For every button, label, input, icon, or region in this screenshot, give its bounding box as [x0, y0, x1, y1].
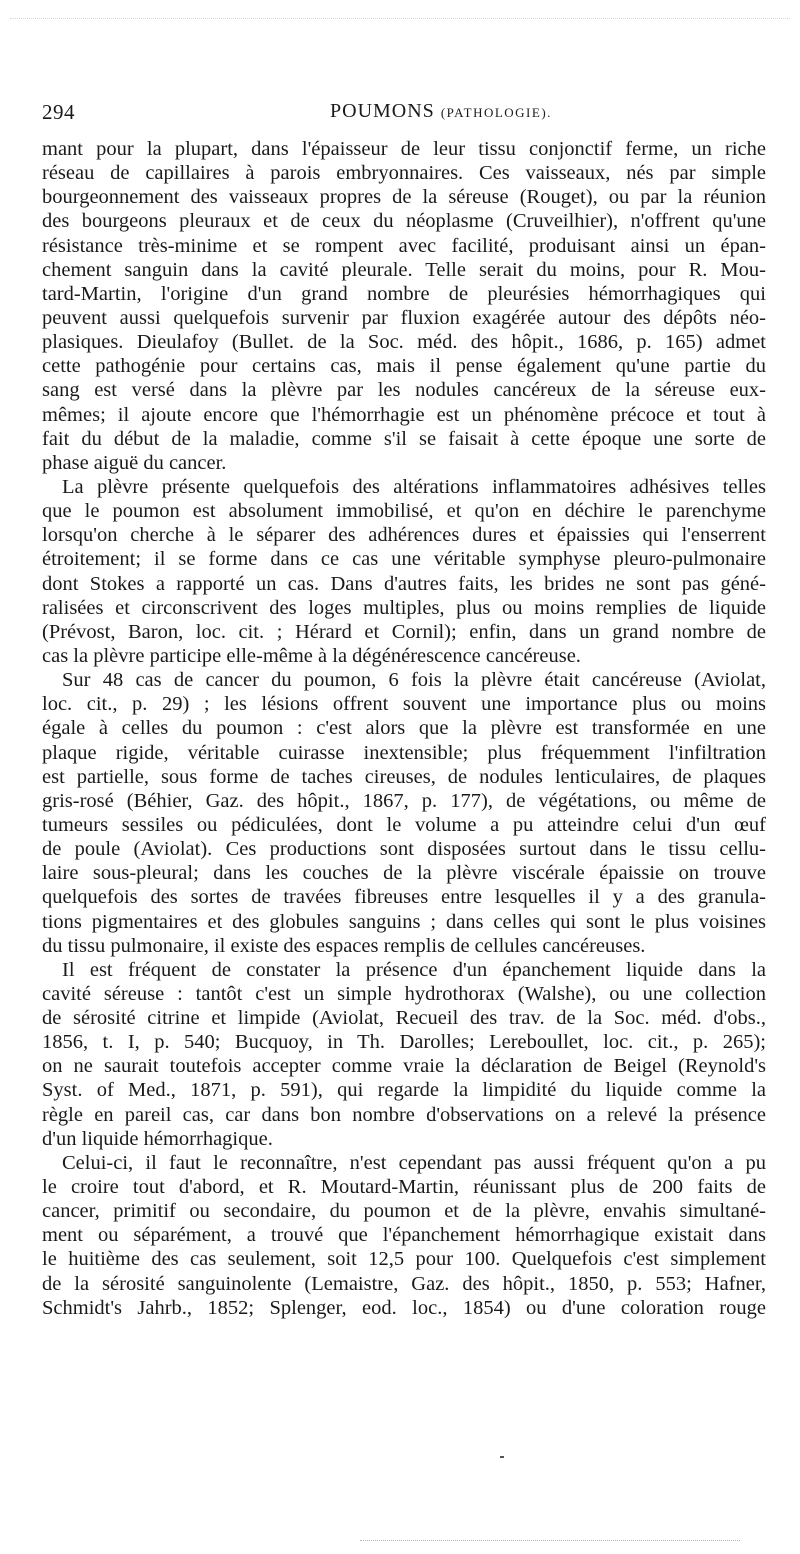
text-line: étroitement; il se forme dans ce cas une véritable symphyse pleuro-pulmonaire: [42, 548, 766, 571]
text-line: plasiques. Dieulafoy (Bullet. de la Soc. méd. des hôpit., 1686, p. 165) admet: [42, 331, 766, 354]
text-line: règle en pareil cas, car dans bon nombre d'observations on a relevé la présence: [42, 1103, 766, 1126]
text-line: (Prévost, Baron, loc. cit. ; Hérard et Cornil); enfin, dans un grand nombre de: [42, 620, 766, 643]
text-line: chement sanguin dans la cavité pleurale. Telle serait du moins, pour R. Mou-: [42, 258, 766, 281]
text-line: peuvent aussi quelquefois survenir par fluxion exagérée autour des dépôts néo-: [42, 306, 766, 329]
page-number: 294: [42, 100, 75, 124]
text-line: du tissu pulmonaire, il existe des espaces remplis de cellules cancéreuses.: [42, 934, 646, 957]
text-line: lorsqu'on cherche à le séparer des adhérences dures et épaissies qui l'enserrent: [42, 524, 766, 547]
text-line: phase aiguë du cancer.: [42, 451, 227, 474]
text-line: La plèvre présente quelquefois des altérations inflammatoires adhésives telles: [62, 475, 766, 498]
text-line: cavité séreuse : tantôt c'est un simple hydrothorax (Walshe), ou une collection: [42, 982, 766, 1005]
text-line: résistance très-minime et se rompent avec facilité, produisant ainsi un épan-: [42, 234, 766, 257]
text-line: ment ou séparément, a trouvé que l'épanchement hémorrhagique existait dans: [42, 1224, 766, 1247]
text-line: Syst. of Med., 1871, p. 591), qui regarde la limpidité du liquide comme la: [42, 1079, 766, 1102]
text-line: Sur 48 cas de cancer du poumon, 6 fois la plèvre était cancéreuse (Aviolat,: [62, 669, 766, 692]
text-line: Schmidt's Jahrb., 1852; Splenger, eod. loc., 1854) ou d'une coloration rouge: [42, 1296, 766, 1319]
text-line: loc. cit., p. 29) ; les lésions offrent souvent une importance plus ou moins: [42, 693, 766, 716]
text-line: tumeurs sessiles ou pédiculées, dont le volume a pu atteindre celui d'un œuf: [42, 813, 766, 836]
text-line: quelquefois des sortes de travées fibreuses entre lesquelles il y a des granula-: [42, 886, 766, 909]
text-line: on ne saurait toutefois accepter comme vraie la déclaration de Beigel (Reynold's: [42, 1055, 766, 1078]
text-line: cas la plèvre participe elle-même à la dégénérescence cancéreuse.: [42, 644, 581, 667]
text-line: mant pour la plupart, dans l'épaisseur de leur tissu conjonctif ferme, un riche: [42, 138, 766, 160]
text-line: de sérosité citrine et limpide (Aviolat, Recueil des trav. de la Soc. méd. d'obs.,: [42, 1007, 766, 1030]
text-line: dont Stokes a rapporté un cas. Dans d'autres faits, les brides ne sont pas géné-: [42, 572, 766, 595]
text-line: Celui-ci, il faut le reconnaître, n'est cependant pas aussi fréquent qu'on a pu: [62, 1151, 766, 1174]
ink-speck: [500, 1456, 504, 1458]
text-line: sang est versé dans la plèvre par les nodules cancéreux de la séreuse eux-: [42, 379, 766, 402]
running-title-main: POUMONS: [330, 100, 435, 122]
text-line: tard-Martin, l'origine d'un grand nombre de pleurésies hémorrhagiques qui: [42, 282, 766, 305]
text-line: de la sérosité sanguinolente (Lemaistre, Gaz. des hôpit., 1850, p. 553; Hafner,: [42, 1272, 766, 1295]
running-title-sub: (PATHOLOGIE).: [440, 105, 552, 120]
scan-edge: [10, 18, 790, 19]
text-line: gris-rosé (Béhier, Gaz. des hôpit., 1867, p. 177), de végétations, ou même de: [42, 789, 766, 812]
running-title: [330, 100, 552, 123]
running-header: [38, 100, 768, 130]
text-line: le croire tout d'abord, et R. Moutard-Martin, réunissant plus de 200 faits de: [42, 1176, 766, 1199]
text-line: réseau de capillaires à parois embryonnaires. Ces vaisseaux, nés par simple: [42, 162, 766, 185]
text-line: est partielle, sous forme de taches cireuses, de nodules lenticulaires, de plaques: [42, 765, 766, 788]
text-line: Il est fréquent de constater la présence d'un épanchement liquide dans la: [62, 958, 766, 981]
text-line: plaque rigide, véritable cuirasse inextensible; plus fréquemment l'infiltration: [42, 741, 766, 764]
text-line: laire sous-pleural; dans les couches de la plèvre viscérale épaissie on trouve: [42, 862, 766, 885]
scan-edge-bottom: [360, 1540, 740, 1541]
text-line: cette pathogénie pour certains cas, mais il pense également qu'une partie du: [42, 355, 766, 378]
text-line: d'un liquide hémorrhagique.: [42, 1127, 273, 1150]
text-line: bourgeonnement des vaisseaux propres de la séreuse (Rouget), ou par la réunion: [42, 186, 766, 209]
text-line: tions pigmentaires et des globules sanguins ; dans celles qui sont le plus voisines: [42, 910, 766, 933]
text-line: mêmes; il ajoute encore que l'hémorrhagie est un phénomène précoce et tout à: [42, 403, 766, 426]
text-line: cancer, primitif ou secondaire, du poumon et de la plèvre, envahis simultané-: [42, 1200, 766, 1223]
text-line: ralisées et circonscrivent des loges multiples, plus ou moins remplies de liquide: [42, 596, 766, 619]
body-text: [42, 137, 766, 1320]
text-line: 1856, t. I, p. 540; Bucquoy, in Th. Darolles; Lereboullet, loc. cit., p. 265);: [42, 1031, 766, 1054]
text-line: que le poumon est absolument immobilisé, et qu'on en déchire le parenchyme: [42, 500, 766, 523]
text-line: fait du début de la maladie, comme s'il se faisait à cette époque une sorte de: [42, 427, 766, 450]
text-line: le huitième des cas seulement, soit 12,5 pour 100. Quelquefois c'est simplement: [42, 1248, 766, 1271]
text-line: égale à celles du poumon : c'est alors que la plèvre est transformée en une: [42, 717, 766, 740]
text-line: de poule (Aviolat). Ces productions sont disposées surtout dans le tissu cellu-: [42, 838, 766, 861]
text-line: des bourgeons pleuraux et de ceux du néoplasme (Cruveilhier), n'offrent qu'une: [42, 210, 766, 233]
